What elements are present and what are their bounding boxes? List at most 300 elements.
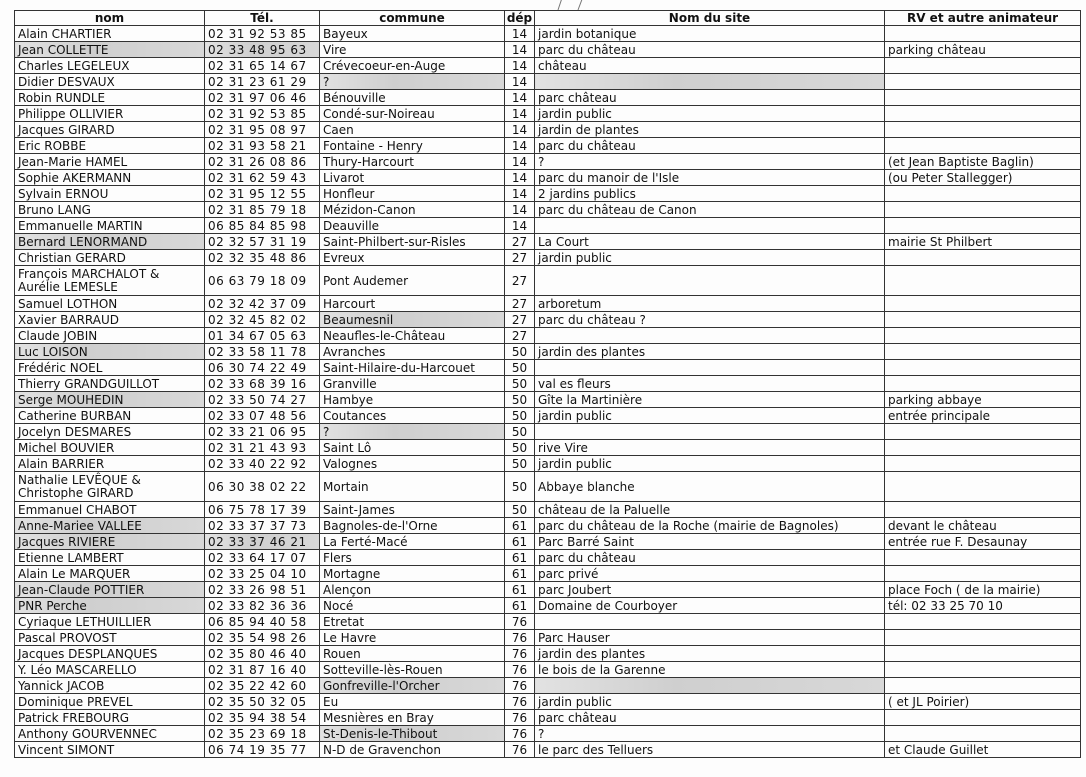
cell-commune: Evreux xyxy=(320,250,505,266)
cell-dep: 61 xyxy=(505,582,535,598)
cell-site: le bois de la Garenne xyxy=(535,662,885,678)
cell-nom: Patrick FREBOURG xyxy=(15,710,205,726)
cell-rv xyxy=(885,550,1081,566)
cell-nom: Jean COLLETTE xyxy=(15,42,205,58)
cell-nom: Didier DESVAUX xyxy=(15,74,205,90)
cell-nom: Alain CHARTIER xyxy=(15,26,205,42)
cell-tel: 02 35 23 69 18 xyxy=(205,726,320,742)
cell-rv xyxy=(885,456,1081,472)
cell-site xyxy=(535,218,885,234)
table-row xyxy=(15,472,1081,502)
cell-dep: 61 xyxy=(505,550,535,566)
cell-site: jardin de plantes xyxy=(535,122,885,138)
cell-dep: 14 xyxy=(505,138,535,154)
cell-nom: Jacques RIVIERE xyxy=(15,534,205,550)
cell-rv xyxy=(885,90,1081,106)
cell-tel: 02 31 93 58 21 xyxy=(205,138,320,154)
cell-dep: 50 xyxy=(505,376,535,392)
cell-rv xyxy=(885,58,1081,74)
cell-commune: St-Denis-le-Thibout xyxy=(320,726,505,742)
cell-site xyxy=(535,74,885,90)
cell-site: Parc Barré Saint xyxy=(535,534,885,550)
cell-tel: 02 32 35 48 86 xyxy=(205,250,320,266)
cell-dep: 14 xyxy=(505,74,535,90)
cell-commune: Thury-Harcourt xyxy=(320,154,505,170)
cell-site: château xyxy=(535,58,885,74)
header-commune: commune xyxy=(320,11,505,26)
table-row xyxy=(15,74,1081,90)
table-row xyxy=(15,202,1081,218)
cell-tel: 02 35 54 98 26 xyxy=(205,630,320,646)
cell-rv xyxy=(885,566,1081,582)
cell-tel: 06 74 19 35 77 xyxy=(205,742,320,758)
cell-commune: Mortagne xyxy=(320,566,505,582)
table-row xyxy=(15,582,1081,598)
cell-commune: Hambye xyxy=(320,392,505,408)
table-row xyxy=(15,344,1081,360)
cell-nom: Etienne LAMBERT xyxy=(15,550,205,566)
cell-rv: et Claude Guillet xyxy=(885,742,1081,758)
cell-commune: Bayeux xyxy=(320,26,505,42)
table-row xyxy=(15,90,1081,106)
cell-site: arboretum xyxy=(535,296,885,312)
cell-nom: Anthony GOURVENNEC xyxy=(15,726,205,742)
cell-site: parc du château xyxy=(535,138,885,154)
cell-rv xyxy=(885,710,1081,726)
cell-dep: 61 xyxy=(505,518,535,534)
cell-commune: Alençon xyxy=(320,582,505,598)
cell-rv xyxy=(885,202,1081,218)
cell-rv xyxy=(885,424,1081,440)
cell-site: jardin public xyxy=(535,694,885,710)
cell-commune: Valognes xyxy=(320,456,505,472)
cell-tel: 06 63 79 18 09 xyxy=(205,266,320,296)
cell-site: 2 jardins publics xyxy=(535,186,885,202)
cell-tel: 02 31 21 43 93 xyxy=(205,440,320,456)
cell-commune: Condé-sur-Noireau xyxy=(320,106,505,122)
table-row xyxy=(15,408,1081,424)
cell-rv xyxy=(885,106,1081,122)
cell-rv xyxy=(885,250,1081,266)
cell-nom: Jean-Claude POTTIER xyxy=(15,582,205,598)
cell-site: La Court xyxy=(535,234,885,250)
cell-commune: Rouen xyxy=(320,646,505,662)
table-row xyxy=(15,360,1081,376)
table-row xyxy=(15,534,1081,550)
cell-commune: Pont Audemer xyxy=(320,266,505,296)
cell-tel: 02 31 26 08 86 xyxy=(205,154,320,170)
cell-rv xyxy=(885,26,1081,42)
cell-site: jardin des plantes xyxy=(535,646,885,662)
cell-tel: 02 33 37 37 73 xyxy=(205,518,320,534)
cell-rv xyxy=(885,646,1081,662)
cell-nom: Vincent SIMONT xyxy=(15,742,205,758)
table-row xyxy=(15,26,1081,42)
cell-dep: 14 xyxy=(505,202,535,218)
cell-commune: Avranches xyxy=(320,344,505,360)
table-row xyxy=(15,440,1081,456)
table-row xyxy=(15,234,1081,250)
cell-rv: devant le château xyxy=(885,518,1081,534)
cell-site: rive Vire xyxy=(535,440,885,456)
cell-commune: Honfleur xyxy=(320,186,505,202)
cell-site: ? xyxy=(535,154,885,170)
cell-commune: Livarot xyxy=(320,170,505,186)
table-row xyxy=(15,218,1081,234)
cell-dep: 61 xyxy=(505,598,535,614)
table-row xyxy=(15,138,1081,154)
cell-nom: Yannick JACOB xyxy=(15,678,205,694)
cell-dep: 27 xyxy=(505,250,535,266)
cell-rv xyxy=(885,296,1081,312)
table-row xyxy=(15,678,1081,694)
cell-dep: 50 xyxy=(505,392,535,408)
cell-tel: 02 31 95 12 55 xyxy=(205,186,320,202)
cell-nom: Alain Le MARQUER xyxy=(15,566,205,582)
cell-nom: Dominique PREVEL xyxy=(15,694,205,710)
cell-nom: François MARCHALOT & Aurélie LEMESLE xyxy=(15,266,205,296)
cell-dep: 50 xyxy=(505,424,535,440)
cell-site: le parc des Telluers xyxy=(535,742,885,758)
cell-rv xyxy=(885,678,1081,694)
table-row xyxy=(15,456,1081,472)
cell-rv: (et Jean Baptiste Baglin) xyxy=(885,154,1081,170)
cell-commune: Caen xyxy=(320,122,505,138)
cell-tel: 06 30 74 22 49 xyxy=(205,360,320,376)
cell-commune: Bénouville xyxy=(320,90,505,106)
contact-sheet xyxy=(14,10,1080,758)
cell-nom: Michel BOUVIER xyxy=(15,440,205,456)
cell-rv: ( et JL Poirier) xyxy=(885,694,1081,710)
cell-tel: 02 31 23 61 29 xyxy=(205,74,320,90)
cell-commune: Etretat xyxy=(320,614,505,630)
cell-site: val es fleurs xyxy=(535,376,885,392)
cell-dep: 76 xyxy=(505,694,535,710)
cell-rv xyxy=(885,502,1081,518)
table-row xyxy=(15,550,1081,566)
cell-site: parc du château xyxy=(535,550,885,566)
cell-tel: 02 32 42 37 09 xyxy=(205,296,320,312)
cell-commune: Granville xyxy=(320,376,505,392)
cell-site: parc privé xyxy=(535,566,885,582)
cell-nom: Frédéric NOEL xyxy=(15,360,205,376)
table-row xyxy=(15,42,1081,58)
table-row xyxy=(15,598,1081,614)
cell-nom: Sylvain ERNOU xyxy=(15,186,205,202)
cell-site: parc château xyxy=(535,90,885,106)
cell-commune: Fontaine - Henry xyxy=(320,138,505,154)
cell-commune: Saint Lô xyxy=(320,440,505,456)
cell-dep: 27 xyxy=(505,312,535,328)
cell-rv xyxy=(885,614,1081,630)
cell-rv: (ou Peter Stallegger) xyxy=(885,170,1081,186)
cell-commune: Deauville xyxy=(320,218,505,234)
cell-commune: Neaufles-le-Château xyxy=(320,328,505,344)
table-row xyxy=(15,742,1081,758)
cell-commune: ? xyxy=(320,424,505,440)
cell-dep: 61 xyxy=(505,566,535,582)
cell-nom: Sophie AKERMANN xyxy=(15,170,205,186)
cell-nom: Anne-Mariee VALLEE xyxy=(15,518,205,534)
cell-commune: ? xyxy=(320,74,505,90)
cell-tel: 02 33 48 95 63 xyxy=(205,42,320,58)
cell-rv xyxy=(885,662,1081,678)
cell-tel: 02 33 37 46 21 xyxy=(205,534,320,550)
cell-rv xyxy=(885,328,1081,344)
table-row xyxy=(15,662,1081,678)
header-tel: Tél. xyxy=(205,11,320,26)
cell-nom: Charles LEGELEUX xyxy=(15,58,205,74)
cell-site: Gîte la Martinière xyxy=(535,392,885,408)
table-body xyxy=(15,26,1081,758)
cell-nom: Claude JOBIN xyxy=(15,328,205,344)
cell-commune: Vire xyxy=(320,42,505,58)
cell-nom: Jacques GIRARD xyxy=(15,122,205,138)
cell-dep: 14 xyxy=(505,154,535,170)
cell-commune: Saint-Philbert-sur-Risles xyxy=(320,234,505,250)
table-row xyxy=(15,312,1081,328)
cell-tel: 02 33 07 48 56 xyxy=(205,408,320,424)
cell-dep: 14 xyxy=(505,106,535,122)
cell-dep: 14 xyxy=(505,58,535,74)
cell-commune: Le Havre xyxy=(320,630,505,646)
cell-dep: 14 xyxy=(505,26,535,42)
cell-rv xyxy=(885,726,1081,742)
cell-dep: 76 xyxy=(505,742,535,758)
cell-rv: place Foch ( de la mairie) xyxy=(885,582,1081,598)
cell-rv: entrée rue F. Desaunay xyxy=(885,534,1081,550)
table-row xyxy=(15,154,1081,170)
cell-rv xyxy=(885,344,1081,360)
cell-site: jardin public xyxy=(535,106,885,122)
cell-tel: 02 33 68 39 16 xyxy=(205,376,320,392)
cell-dep: 14 xyxy=(505,170,535,186)
cell-rv xyxy=(885,186,1081,202)
cell-tel: 06 85 94 40 58 xyxy=(205,614,320,630)
cell-dep: 76 xyxy=(505,710,535,726)
cell-rv xyxy=(885,630,1081,646)
cell-site xyxy=(535,424,885,440)
cell-nom: Luc LOISON xyxy=(15,344,205,360)
cell-tel: 02 33 50 74 27 xyxy=(205,392,320,408)
cell-dep: 50 xyxy=(505,408,535,424)
cell-site: jardin des plantes xyxy=(535,344,885,360)
cell-commune: Gonfreville-l'Orcher xyxy=(320,678,505,694)
cell-rv: mairie St Philbert xyxy=(885,234,1081,250)
cell-nom: Christian GERARD xyxy=(15,250,205,266)
cell-commune: N-D de Gravenchon xyxy=(320,742,505,758)
cell-tel: 02 31 65 14 67 xyxy=(205,58,320,74)
cell-dep: 27 xyxy=(505,296,535,312)
cell-site: jardin public xyxy=(535,456,885,472)
cell-tel: 01 34 67 05 63 xyxy=(205,328,320,344)
table-row xyxy=(15,614,1081,630)
cell-site: ? xyxy=(535,726,885,742)
cell-tel: 02 33 64 17 07 xyxy=(205,550,320,566)
table-row xyxy=(15,424,1081,440)
cell-rv xyxy=(885,138,1081,154)
table-row xyxy=(15,630,1081,646)
cell-commune: Saint-Hilaire-du-Harcouet xyxy=(320,360,505,376)
cell-site: parc du château xyxy=(535,42,885,58)
cell-nom: Y. Léo MASCARELLO xyxy=(15,662,205,678)
cell-commune: Coutances xyxy=(320,408,505,424)
cell-dep: 14 xyxy=(505,186,535,202)
table-row xyxy=(15,710,1081,726)
cell-tel: 02 33 40 22 92 xyxy=(205,456,320,472)
cell-dep: 50 xyxy=(505,472,535,502)
table-row xyxy=(15,122,1081,138)
cell-tel: 02 32 45 82 02 xyxy=(205,312,320,328)
table-row xyxy=(15,250,1081,266)
cell-nom: Samuel LOTHON xyxy=(15,296,205,312)
cell-tel: 02 35 50 32 05 xyxy=(205,694,320,710)
cell-tel: 02 31 92 53 85 xyxy=(205,26,320,42)
cell-nom: Xavier BARRAUD xyxy=(15,312,205,328)
cell-nom: Emmanuel CHABOT xyxy=(15,502,205,518)
header-dep: dép xyxy=(505,11,535,26)
cell-tel: 02 32 57 31 19 xyxy=(205,234,320,250)
cell-commune: Mesnières en Bray xyxy=(320,710,505,726)
cell-rv: parking abbaye xyxy=(885,392,1081,408)
cell-dep: 76 xyxy=(505,614,535,630)
cell-rv xyxy=(885,376,1081,392)
cell-rv xyxy=(885,218,1081,234)
cell-site xyxy=(535,360,885,376)
cell-site: Parc Hauser xyxy=(535,630,885,646)
cell-dep: 50 xyxy=(505,440,535,456)
cell-rv xyxy=(885,360,1081,376)
header-row xyxy=(15,11,1081,26)
cell-rv: entrée principale xyxy=(885,408,1081,424)
cell-tel: 02 35 80 46 40 xyxy=(205,646,320,662)
cell-site: parc du château ? xyxy=(535,312,885,328)
table-row xyxy=(15,376,1081,392)
header-rv: RV et autre animateur xyxy=(885,11,1081,26)
cell-tel: 02 31 85 79 18 xyxy=(205,202,320,218)
cell-dep: 50 xyxy=(505,360,535,376)
cell-tel: 02 31 62 59 43 xyxy=(205,170,320,186)
cell-dep: 27 xyxy=(505,328,535,344)
cell-tel: 06 30 38 02 22 xyxy=(205,472,320,502)
cell-dep: 76 xyxy=(505,678,535,694)
cell-site: parc château xyxy=(535,710,885,726)
cell-dep: 14 xyxy=(505,218,535,234)
cell-tel: 02 33 58 11 78 xyxy=(205,344,320,360)
cell-commune: Nocé xyxy=(320,598,505,614)
cell-dep: 76 xyxy=(505,646,535,662)
cell-site: Abbaye blanche xyxy=(535,472,885,502)
cell-site: parc Joubert xyxy=(535,582,885,598)
cell-commune: Mézidon-Canon xyxy=(320,202,505,218)
cell-dep: 61 xyxy=(505,534,535,550)
table-row xyxy=(15,518,1081,534)
cell-dep: 14 xyxy=(505,90,535,106)
cell-nom: PNR Perche xyxy=(15,598,205,614)
cell-rv xyxy=(885,122,1081,138)
table-row xyxy=(15,694,1081,710)
cell-commune: Eu xyxy=(320,694,505,710)
cell-tel: 02 31 92 53 85 xyxy=(205,106,320,122)
cell-dep: 27 xyxy=(505,234,535,250)
cell-tel: 02 33 26 98 51 xyxy=(205,582,320,598)
cell-site: château de la Paluelle xyxy=(535,502,885,518)
cell-rv xyxy=(885,74,1081,90)
cell-nom: Emmanuelle MARTIN xyxy=(15,218,205,234)
cell-dep: 76 xyxy=(505,726,535,742)
cell-nom: Jean-Marie HAMEL xyxy=(15,154,205,170)
cell-site: parc du château de la Roche (mairie de Bagnoles) xyxy=(535,518,885,534)
cell-dep: 76 xyxy=(505,630,535,646)
table-row xyxy=(15,266,1081,296)
cell-tel: 06 85 84 85 98 xyxy=(205,218,320,234)
table-row xyxy=(15,392,1081,408)
cell-rv xyxy=(885,312,1081,328)
cell-site: jardin public xyxy=(535,250,885,266)
cell-commune: La Ferté-Macé xyxy=(320,534,505,550)
cell-site xyxy=(535,266,885,296)
cell-site xyxy=(535,328,885,344)
cell-commune: Harcourt xyxy=(320,296,505,312)
cell-nom: Catherine BURBAN xyxy=(15,408,205,424)
cell-site: jardin public xyxy=(535,408,885,424)
cell-commune: Beaumesnil xyxy=(320,312,505,328)
cell-nom: Jacques DESPLANQUES xyxy=(15,646,205,662)
cell-commune: Flers xyxy=(320,550,505,566)
cell-nom: Bruno LANG xyxy=(15,202,205,218)
cell-site xyxy=(535,614,885,630)
cell-nom: Thierry GRANDGUILLOT xyxy=(15,376,205,392)
table-row xyxy=(15,726,1081,742)
cell-tel: 02 33 21 06 95 xyxy=(205,424,320,440)
cell-rv: tél: 02 33 25 70 10 xyxy=(885,598,1081,614)
cell-dep: 50 xyxy=(505,502,535,518)
cell-commune: Mortain xyxy=(320,472,505,502)
cell-nom: Eric ROBBE xyxy=(15,138,205,154)
cell-tel: 02 35 22 42 60 xyxy=(205,678,320,694)
cell-nom: Pascal PROVOST xyxy=(15,630,205,646)
cell-dep: 14 xyxy=(505,122,535,138)
cell-nom: Bernard LENORMAND xyxy=(15,234,205,250)
cell-dep: 50 xyxy=(505,456,535,472)
cell-site: parc du manoir de l'Isle xyxy=(535,170,885,186)
table-row xyxy=(15,170,1081,186)
cell-tel: 02 31 95 08 97 xyxy=(205,122,320,138)
cell-dep: 76 xyxy=(505,662,535,678)
cell-nom: Alain BARRIER xyxy=(15,456,205,472)
cell-dep: 14 xyxy=(505,42,535,58)
cell-tel: 02 31 97 06 46 xyxy=(205,90,320,106)
cell-rv: parking château xyxy=(885,42,1081,58)
table-row xyxy=(15,502,1081,518)
cell-nom: Serge MOUHEDIN xyxy=(15,392,205,408)
cell-commune: Saint-James xyxy=(320,502,505,518)
cell-dep: 27 xyxy=(505,266,535,296)
cell-nom: Nathalie LEVÊQUE & Christophe GIRARD xyxy=(15,472,205,502)
cell-rv xyxy=(885,440,1081,456)
cell-tel: 02 35 94 38 54 xyxy=(205,710,320,726)
cell-commune: Crévecoeur-en-Auge xyxy=(320,58,505,74)
cell-tel: 02 31 87 16 40 xyxy=(205,662,320,678)
contact-table xyxy=(14,10,1081,758)
cell-tel: 06 75 78 17 39 xyxy=(205,502,320,518)
table-row xyxy=(15,58,1081,74)
cell-nom: Cyriaque LETHUILLIER xyxy=(15,614,205,630)
table-row xyxy=(15,296,1081,312)
cell-nom: Jocelyn DESMARES xyxy=(15,424,205,440)
cell-commune: Bagnoles-de-l'Orne xyxy=(320,518,505,534)
cell-site xyxy=(535,678,885,694)
